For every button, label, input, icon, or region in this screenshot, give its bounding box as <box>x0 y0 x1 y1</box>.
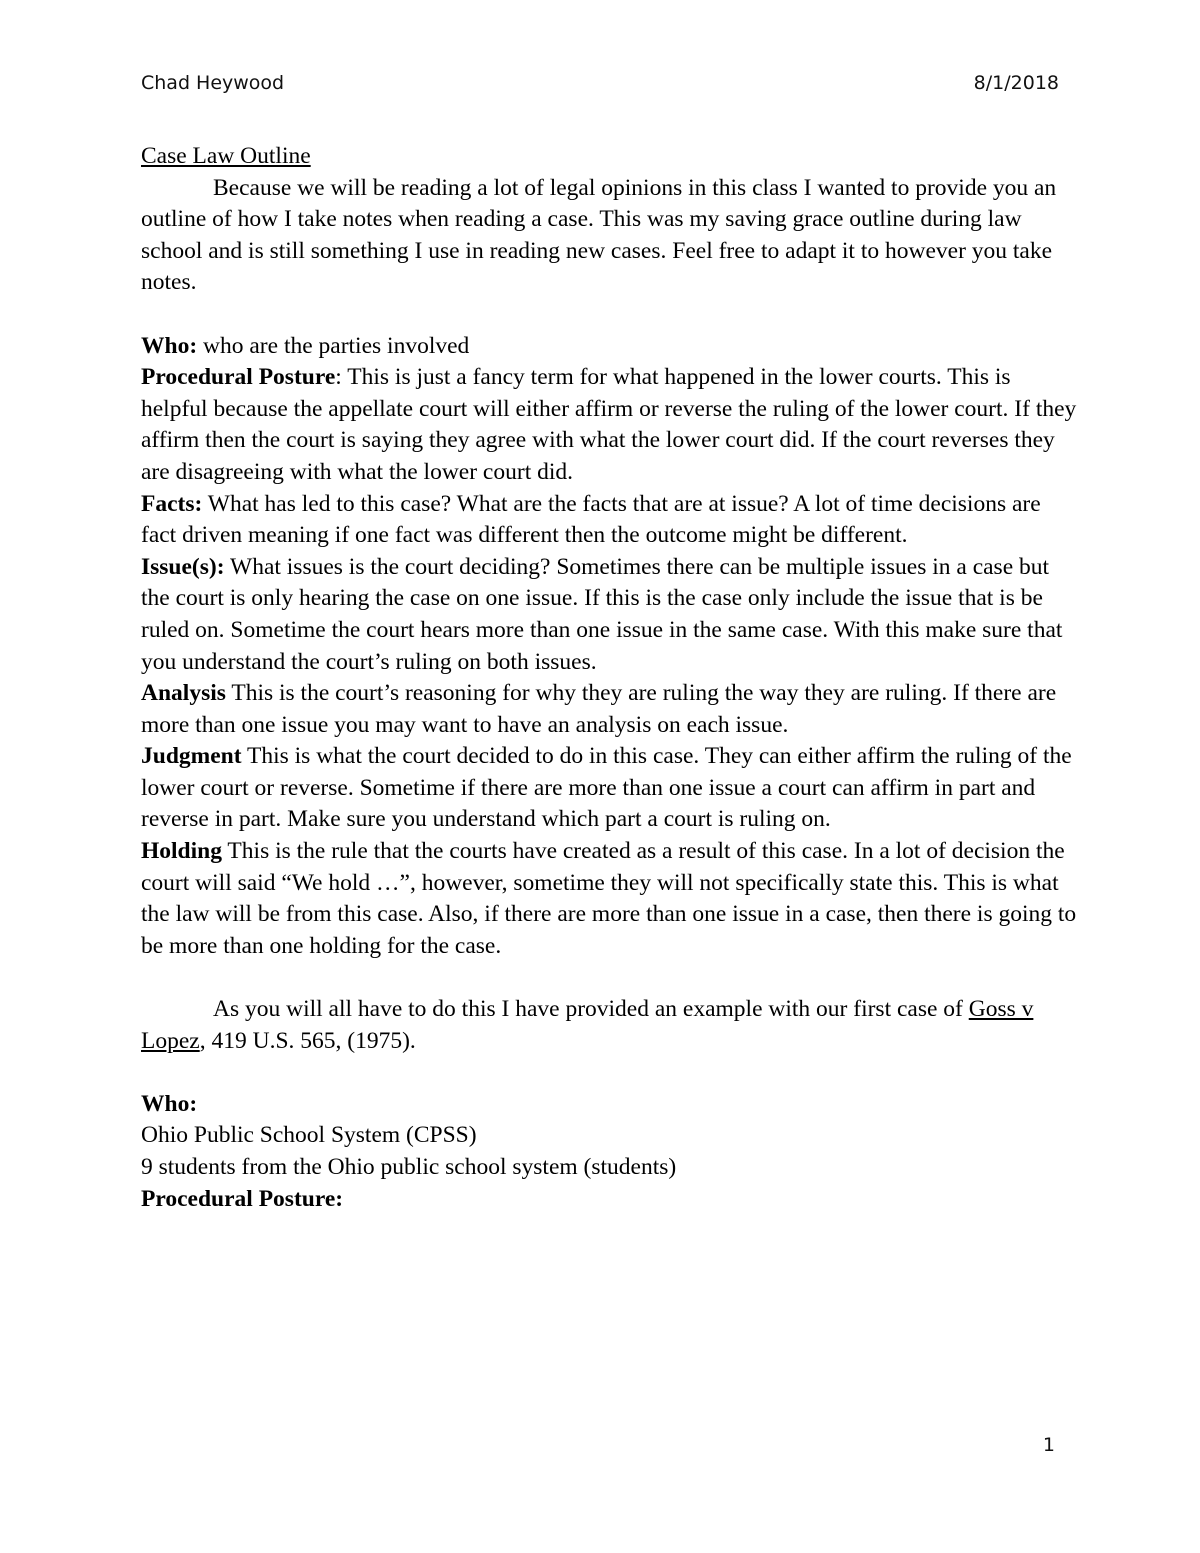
example-intro <box>141 994 1081 1057</box>
blank-line <box>141 1057 1081 1089</box>
example-party-1: Ohio Public School System (CPSS) <box>141 1122 477 1149</box>
procedural-text: : This is just a fancy term for what happened in the lower courts. This is helpful because the appellate court will either affirm or reverse the ruling of the lower court. If they affirm then the court is saying they agree with what the lower court did. If the court reverses they are disagreeing with what the lower court did. <box>141 364 1077 485</box>
outline-procedural-posture <box>141 362 1081 488</box>
issues-text: What issues is the court deciding? Sometimes there can be multiple issues in a case but the court is only hearing the case on one issue. If this is the case only include the issue that is be ruled on. Sometime the court hears more than one issue in the same case. With this make sure that you understand the court’s ruling on both issues. <box>141 553 1063 675</box>
who-label: Who: <box>141 332 198 359</box>
holding-label: Holding <box>141 838 222 865</box>
example-procedural-label: Procedural Posture: <box>141 1185 344 1212</box>
page-header <box>141 72 1059 102</box>
analysis-text: This is the court’s reasoning for why they are ruling the way they are ruling. If there are more than one issue you may want to have an analysis on each issue. <box>141 680 1057 738</box>
document-title: Case Law Outline <box>141 143 311 169</box>
blank-line <box>141 962 1081 994</box>
outline-holding <box>141 836 1081 962</box>
procedural-label: Procedural Posture <box>141 364 336 391</box>
analysis-label: Analysis <box>141 680 226 707</box>
issues-label: Issue(s): <box>141 553 225 580</box>
judgment-label: Judgment <box>141 743 242 770</box>
holding-text: This is the rule that the courts have created as a result of this case. In a lot of decision the court will said “We hold …”, however, sometime they will not specifically state this. This is what the law will be from this case. Also, if there are more than one issue in a case, then there is going to be more than one holding for the case. <box>141 838 1077 959</box>
outline-facts <box>141 489 1081 552</box>
header-date: 8/1/2018 <box>973 72 1059 94</box>
intro-paragraph: Because we will be reading a lot of legal opinions in this class I wanted to provide you an outline of how I take notes when reading a case. This was my saving grace outline during law school and is still something I use in reading new cases. Feel free to adapt it to however you take notes. <box>141 174 1057 296</box>
facts-label: Facts: <box>141 490 203 517</box>
blank-line <box>141 299 1081 331</box>
document-body <box>141 141 1081 1215</box>
example-intro-text: As you will all have to do this I have provided an example with our first case of <box>213 996 969 1023</box>
case-name: Goss v Lopez <box>141 996 1034 1054</box>
example-who-label: Who: <box>141 1090 198 1117</box>
who-text: who are the parties involved <box>197 332 470 359</box>
judgment-text: This is what the court decided to do in this case. They can either affirm the ruling of the lower court or reverse. Sometime if there are more than one issue a court can affirm in part and reverse in part. Make sure you understand which part a court is ruling on. <box>141 743 1072 833</box>
facts-text: What has led to this case? What are the facts that are at issue? A lot of time decisions are fact driven meaning if one fact was different then the outcome might be different. <box>141 490 1041 549</box>
page-number: 1 <box>1042 1434 1055 1456</box>
outline-who <box>141 331 1081 363</box>
case-citation: , 419 U.S. 565, (1975). <box>199 1027 416 1054</box>
outline-issues <box>141 552 1081 678</box>
outline-analysis <box>141 678 1081 741</box>
outline-judgment <box>141 741 1081 836</box>
header-author: Chad Heywood <box>141 72 285 94</box>
example-party-2: 9 students from the Ohio public school system (students) <box>141 1154 677 1180</box>
